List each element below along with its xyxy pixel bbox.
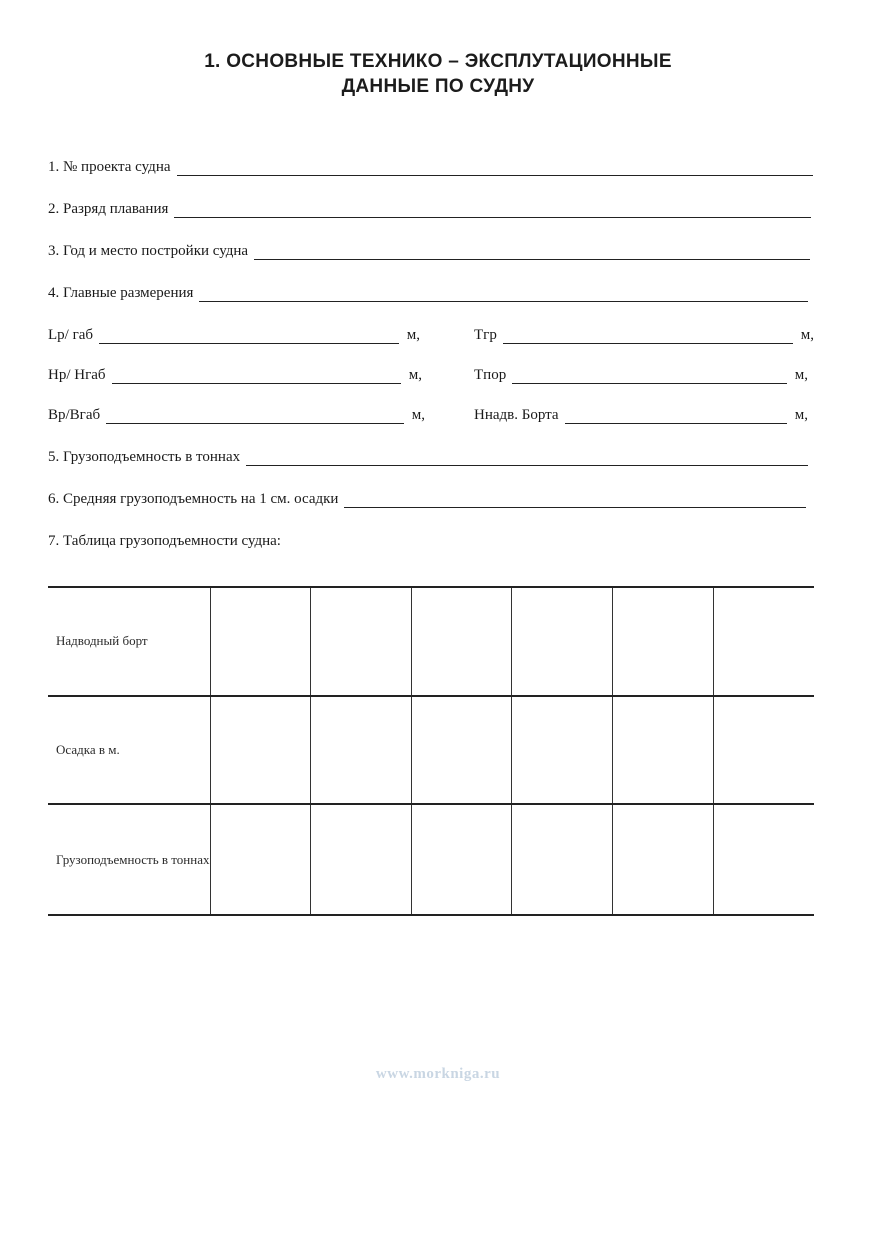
table-cell[interactable] <box>411 587 512 696</box>
field-label: 4. Главные размерения <box>48 285 194 301</box>
table-row-capacity <box>48 804 814 915</box>
field-label: 1. № проекта судна <box>48 159 171 175</box>
field-label: 7. Таблица грузоподъемности судна: <box>48 533 281 549</box>
fill-line[interactable] <box>254 245 810 260</box>
fill-line[interactable] <box>99 329 399 344</box>
field-label: Hнадв. Борта <box>474 407 559 423</box>
unit-label: м, <box>406 327 420 343</box>
fill-line[interactable] <box>199 287 808 302</box>
fill-line[interactable] <box>106 409 404 424</box>
fill-line[interactable] <box>246 451 808 466</box>
field-capacity-tons <box>48 448 808 466</box>
page-title-line-2: ДАННЫЕ ПО СУДНУ <box>341 76 535 97</box>
row-label: Надводный борт <box>48 587 210 696</box>
field-build-year-place <box>48 242 810 260</box>
field-label: 5. Грузоподъемность в тоннах <box>48 449 241 465</box>
capacity-table <box>48 586 814 916</box>
field-lp-length <box>48 326 420 344</box>
table-cell[interactable] <box>210 696 311 805</box>
fill-line[interactable] <box>344 493 806 508</box>
field-label: Hp/ Hгаб <box>48 367 106 383</box>
unit-label: м, <box>794 407 808 423</box>
table-cell[interactable] <box>613 804 714 915</box>
field-hp-height <box>48 366 422 384</box>
fill-line[interactable] <box>503 329 793 344</box>
field-label: 6. Средняя грузоподъемность на 1 см. осадки <box>48 491 339 507</box>
fill-line[interactable] <box>565 409 787 424</box>
unit-label: м, <box>800 327 814 343</box>
unit-label: м, <box>408 367 422 383</box>
table-cell[interactable] <box>210 587 311 696</box>
field-label: Tпор <box>474 367 507 383</box>
watermark: www.morkniga.ru <box>375 1066 501 1082</box>
table-cell[interactable] <box>613 587 714 696</box>
fill-line[interactable] <box>177 161 814 176</box>
unit-label: м, <box>794 367 808 383</box>
field-bp-breadth <box>48 406 425 424</box>
table-cell[interactable] <box>411 696 512 805</box>
fill-line[interactable] <box>174 203 811 218</box>
field-label: Tгр <box>474 327 497 343</box>
field-project-number <box>48 158 813 176</box>
field-label: 2. Разряд плавания <box>48 201 169 217</box>
row-label: Осадка в м. <box>48 696 210 805</box>
fill-line[interactable] <box>112 369 401 384</box>
field-label: Bp/Bгаб <box>48 407 101 423</box>
table-cell[interactable] <box>210 804 311 915</box>
table-row-freeboard <box>48 587 814 696</box>
field-tpor-draft <box>474 366 808 384</box>
table-row-draft <box>48 696 814 805</box>
table-cell[interactable] <box>512 696 613 805</box>
table-cell[interactable] <box>311 696 412 805</box>
field-main-dimensions <box>48 284 808 302</box>
field-label: 3. Год и место постройки судна <box>48 243 249 259</box>
field-capacity-per-cm <box>48 490 806 508</box>
field-capacity-table-heading <box>48 532 281 550</box>
table-cell[interactable] <box>411 804 512 915</box>
table-cell[interactable] <box>613 696 714 805</box>
table-cell[interactable] <box>311 587 412 696</box>
field-label: Lp/ габ <box>48 327 94 343</box>
table-cell[interactable] <box>713 804 814 915</box>
row-label: Грузоподъемность в тоннах <box>48 804 210 915</box>
table-cell[interactable] <box>512 804 613 915</box>
field-freeboard-height <box>474 406 808 424</box>
table-cell[interactable] <box>512 587 613 696</box>
fill-line[interactable] <box>512 369 787 384</box>
field-tgr-draft <box>474 326 814 344</box>
unit-label: м, <box>411 407 425 423</box>
field-navigation-class <box>48 200 811 218</box>
table-cell[interactable] <box>311 804 412 915</box>
table-cell[interactable] <box>713 587 814 696</box>
page-title-line-1: 1. ОСНОВНЫЕ ТЕХНИКО – ЭКСПЛУТАЦИОННЫЕ <box>204 51 672 72</box>
table-cell[interactable] <box>713 696 814 805</box>
